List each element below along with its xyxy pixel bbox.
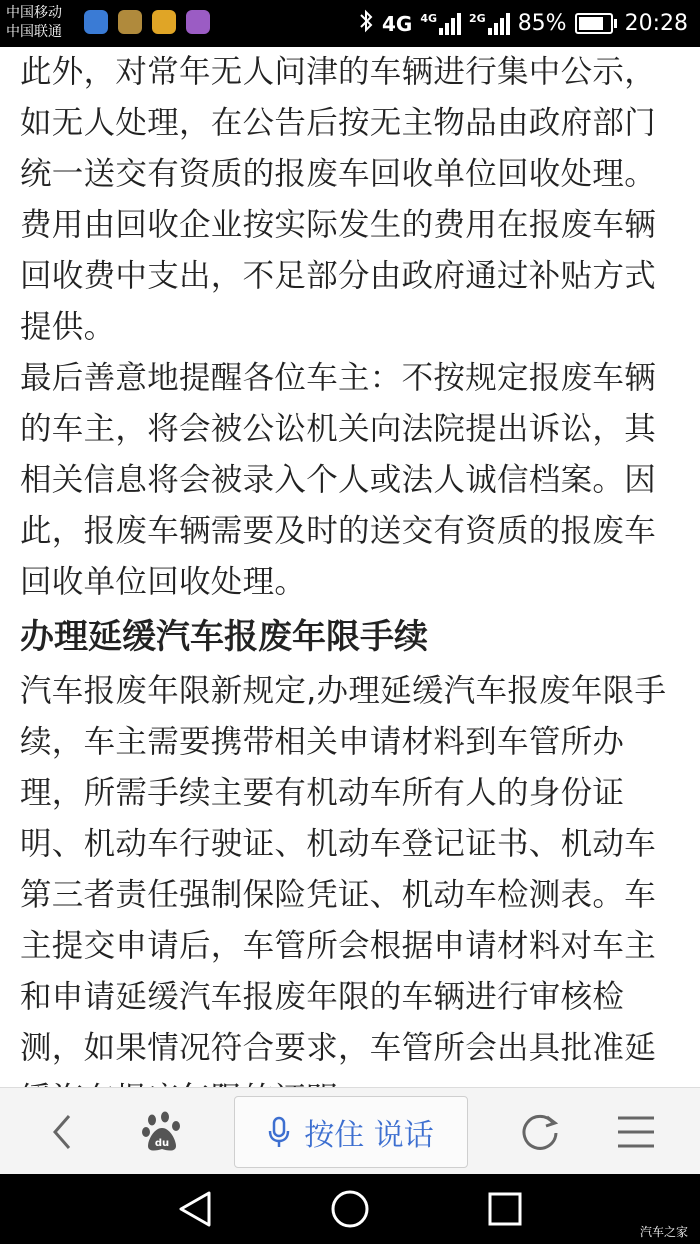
battery-icon [575, 13, 613, 34]
network-2g-small: 2G [469, 11, 486, 25]
voice-search-label: 按住 说话 [304, 1118, 434, 1153]
microphone-icon [268, 1116, 290, 1148]
notification-app-icon-4 [186, 10, 210, 34]
notification-app-icon-3 [152, 10, 176, 34]
signal-2-icon [469, 13, 510, 35]
article-paragraph: 汽车报废年限新规定,办理延缓汽车报废年限手续，车主需要携带相关申请材料到车管所办理，所需手续主要有机动车所有人的身份证明、机动车行驶证、机动车登记证书、机动车第三者责任强制保险凭证、机动车检测表。车主提交申请后，车管所会根据申请材料对车主和申请延缓汽车报废年限的车辆进行审核检测，如果情况符合要求，车管所会出具批准延 [20, 673, 667, 1066]
article-content [0, 47, 700, 1087]
menu-icon [616, 1114, 656, 1150]
square-recents-icon [487, 1191, 523, 1227]
carrier-2: 中国联通 [6, 24, 62, 40]
browser-toolbar [0, 1087, 700, 1175]
circle-home-icon [330, 1189, 370, 1229]
back-button[interactable] [38, 1108, 86, 1156]
signal-1-icon [420, 13, 461, 35]
menu-button[interactable] [612, 1108, 660, 1156]
system-nav-bar [0, 1174, 700, 1244]
svg-text:du: du [154, 1138, 170, 1149]
article-paragraph: 此外，对常年无人问津的车辆进行集中公示，如无人处理，在公告后按无主物品由政府部门统一送交有资质的报废车回收单位回收处理。费用由回收企业按实际发生的费用在报废车辆回收费中支出，不足部分由政府通过补贴方式提供。 [20, 54, 657, 345]
carrier-1: 中国移动 [6, 5, 62, 21]
chevron-left-icon [47, 1112, 77, 1152]
bluetooth-icon [358, 9, 374, 39]
clock: 20:28 [624, 11, 688, 36]
refresh-button[interactable] [516, 1108, 564, 1156]
baidu-home-button[interactable] [138, 1108, 186, 1156]
nav-home-button[interactable] [327, 1186, 373, 1232]
refresh-icon [519, 1111, 561, 1153]
notification-app-icon-1 [84, 10, 108, 34]
voice-search-button[interactable] [234, 1096, 468, 1168]
nav-recents-button[interactable] [482, 1186, 528, 1232]
notification-app-icon-2 [118, 10, 142, 34]
battery-percent: 85% [517, 11, 567, 36]
article-paragraph: 最后善意地提醒各位车主：不按规定报废车辆的车主，将会被公讼机关向法院提出诉讼，其相关信息将会被录入个人或法人诚信档案。因此，报废车辆需要及时的送交有资质的报废车回收单位回收处理。 [20, 360, 657, 600]
triangle-back-icon [177, 1190, 213, 1228]
network-4g-label: 4G [381, 11, 413, 36]
section-heading: 办理延缓汽车报废年限手续 [20, 617, 428, 657]
network-4g-small: 4G [420, 11, 437, 25]
baidu-paw-icon [140, 1110, 184, 1154]
watermark: 汽车之家 [639, 1225, 688, 1239]
status-bar [0, 0, 700, 47]
carrier-info [6, 4, 62, 42]
nav-back-button[interactable] [172, 1186, 218, 1232]
